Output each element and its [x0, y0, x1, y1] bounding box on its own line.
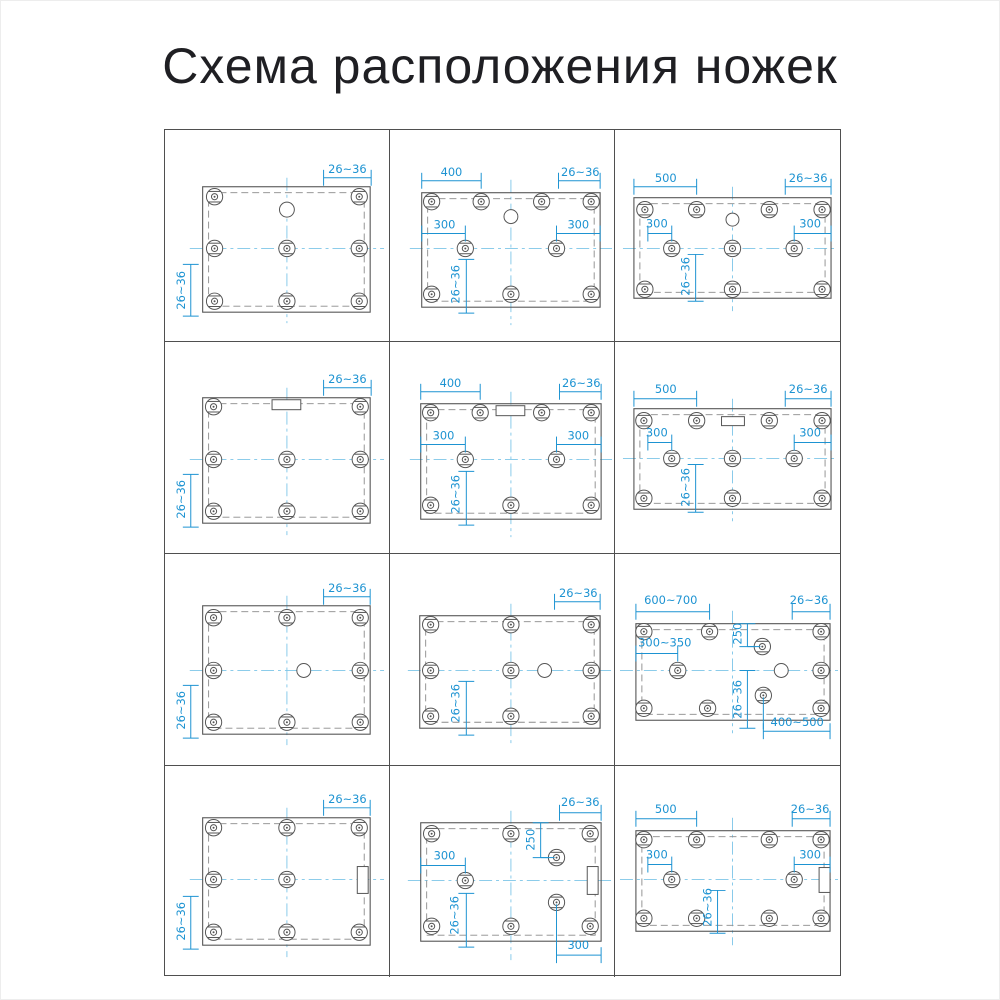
svg-text:26~36: 26~36 [173, 691, 188, 730]
svg-text:26~36: 26~36 [700, 888, 715, 927]
diagram-cell-r1c2 [390, 130, 615, 342]
svg-text:300: 300 [799, 847, 822, 862]
svg-text:26~36: 26~36 [730, 680, 745, 719]
tray-drawing-r2c3 [615, 342, 840, 553]
svg-text:26~36: 26~36 [678, 468, 693, 507]
diagram-cell-r4c1 [165, 766, 390, 977]
svg-text:300: 300 [645, 425, 668, 440]
svg-text:300: 300 [433, 217, 456, 232]
diagram-cell-r1c1 [165, 130, 390, 342]
svg-text:26~36: 26~36 [173, 902, 188, 941]
svg-text:300: 300 [567, 428, 590, 443]
svg-text:300: 300 [567, 217, 590, 232]
tray-drawing-r2c1 [165, 342, 389, 553]
svg-text:600~700: 600~700 [644, 592, 698, 607]
svg-text:26~36: 26~36 [173, 270, 188, 310]
svg-text:26~36: 26~36 [790, 801, 830, 816]
svg-text:300: 300 [799, 425, 822, 440]
svg-text:300: 300 [567, 938, 590, 953]
svg-text:300: 300 [799, 216, 822, 231]
svg-text:26~36: 26~36 [562, 375, 601, 390]
diagram-cell-r3c1 [165, 554, 390, 766]
svg-text:500: 500 [654, 381, 677, 396]
diagram-cell-r3c3 [615, 554, 840, 766]
svg-text:26~36: 26~36 [448, 684, 463, 723]
tray-drawing-r1c1 [165, 130, 389, 341]
svg-text:26~36: 26~36 [328, 791, 367, 806]
svg-text:250: 250 [523, 828, 538, 851]
tray-drawing-r4c1 [165, 766, 389, 977]
tray-drawing-r4c2 [390, 766, 614, 977]
diagram-cell-r2c1 [165, 342, 390, 554]
tray-drawing-r3c2 [390, 554, 614, 765]
svg-text:26~36: 26~36 [561, 164, 600, 179]
diagram-cell-r2c3 [615, 342, 840, 554]
svg-text:300: 300 [433, 848, 456, 863]
svg-text:400: 400 [440, 164, 463, 179]
svg-text:300~350: 300~350 [638, 635, 692, 650]
diagram-cell-r1c3 [615, 130, 840, 342]
svg-text:500: 500 [654, 801, 677, 816]
tray-drawing-r4c3 [615, 766, 840, 977]
svg-text:26~36: 26~36 [328, 161, 367, 176]
svg-text:26~36: 26~36 [788, 170, 828, 185]
svg-text:26~36: 26~36 [328, 371, 367, 386]
svg-text:26~36: 26~36 [173, 479, 188, 519]
svg-text:400: 400 [439, 375, 462, 390]
svg-text:300: 300 [432, 428, 455, 443]
diagram-grid [164, 129, 841, 976]
svg-text:26~36: 26~36 [559, 585, 598, 600]
diagram-cell-r4c3 [615, 766, 840, 977]
svg-text:26~36: 26~36 [447, 896, 462, 935]
diagram-cell-r3c2 [390, 554, 615, 766]
page-title: Схема расположения ножек [162, 38, 838, 94]
svg-text:26~36: 26~36 [448, 264, 463, 304]
svg-text:400~500: 400~500 [770, 715, 824, 730]
tray-drawing-r3c1 [165, 554, 389, 765]
tray-drawing-r1c3 [615, 130, 840, 341]
svg-text:300: 300 [645, 216, 668, 231]
diagram-cell-r2c2 [390, 342, 615, 554]
tray-drawing-r3c3 [615, 554, 840, 765]
tray-drawing-r1c2 [390, 130, 614, 341]
tray-drawing-r2c2 [390, 342, 614, 553]
svg-text:26~36: 26~36 [788, 381, 828, 396]
svg-text:500: 500 [654, 170, 677, 185]
svg-text:26~36: 26~36 [789, 592, 829, 607]
svg-text:26~36: 26~36 [561, 794, 600, 809]
svg-text:26~36: 26~36 [448, 475, 463, 514]
diagram-cell-r4c2 [390, 766, 615, 977]
svg-text:250: 250 [730, 622, 745, 645]
svg-text:300: 300 [645, 847, 668, 862]
svg-text:26~36: 26~36 [678, 256, 693, 296]
svg-text:26~36: 26~36 [328, 580, 367, 595]
